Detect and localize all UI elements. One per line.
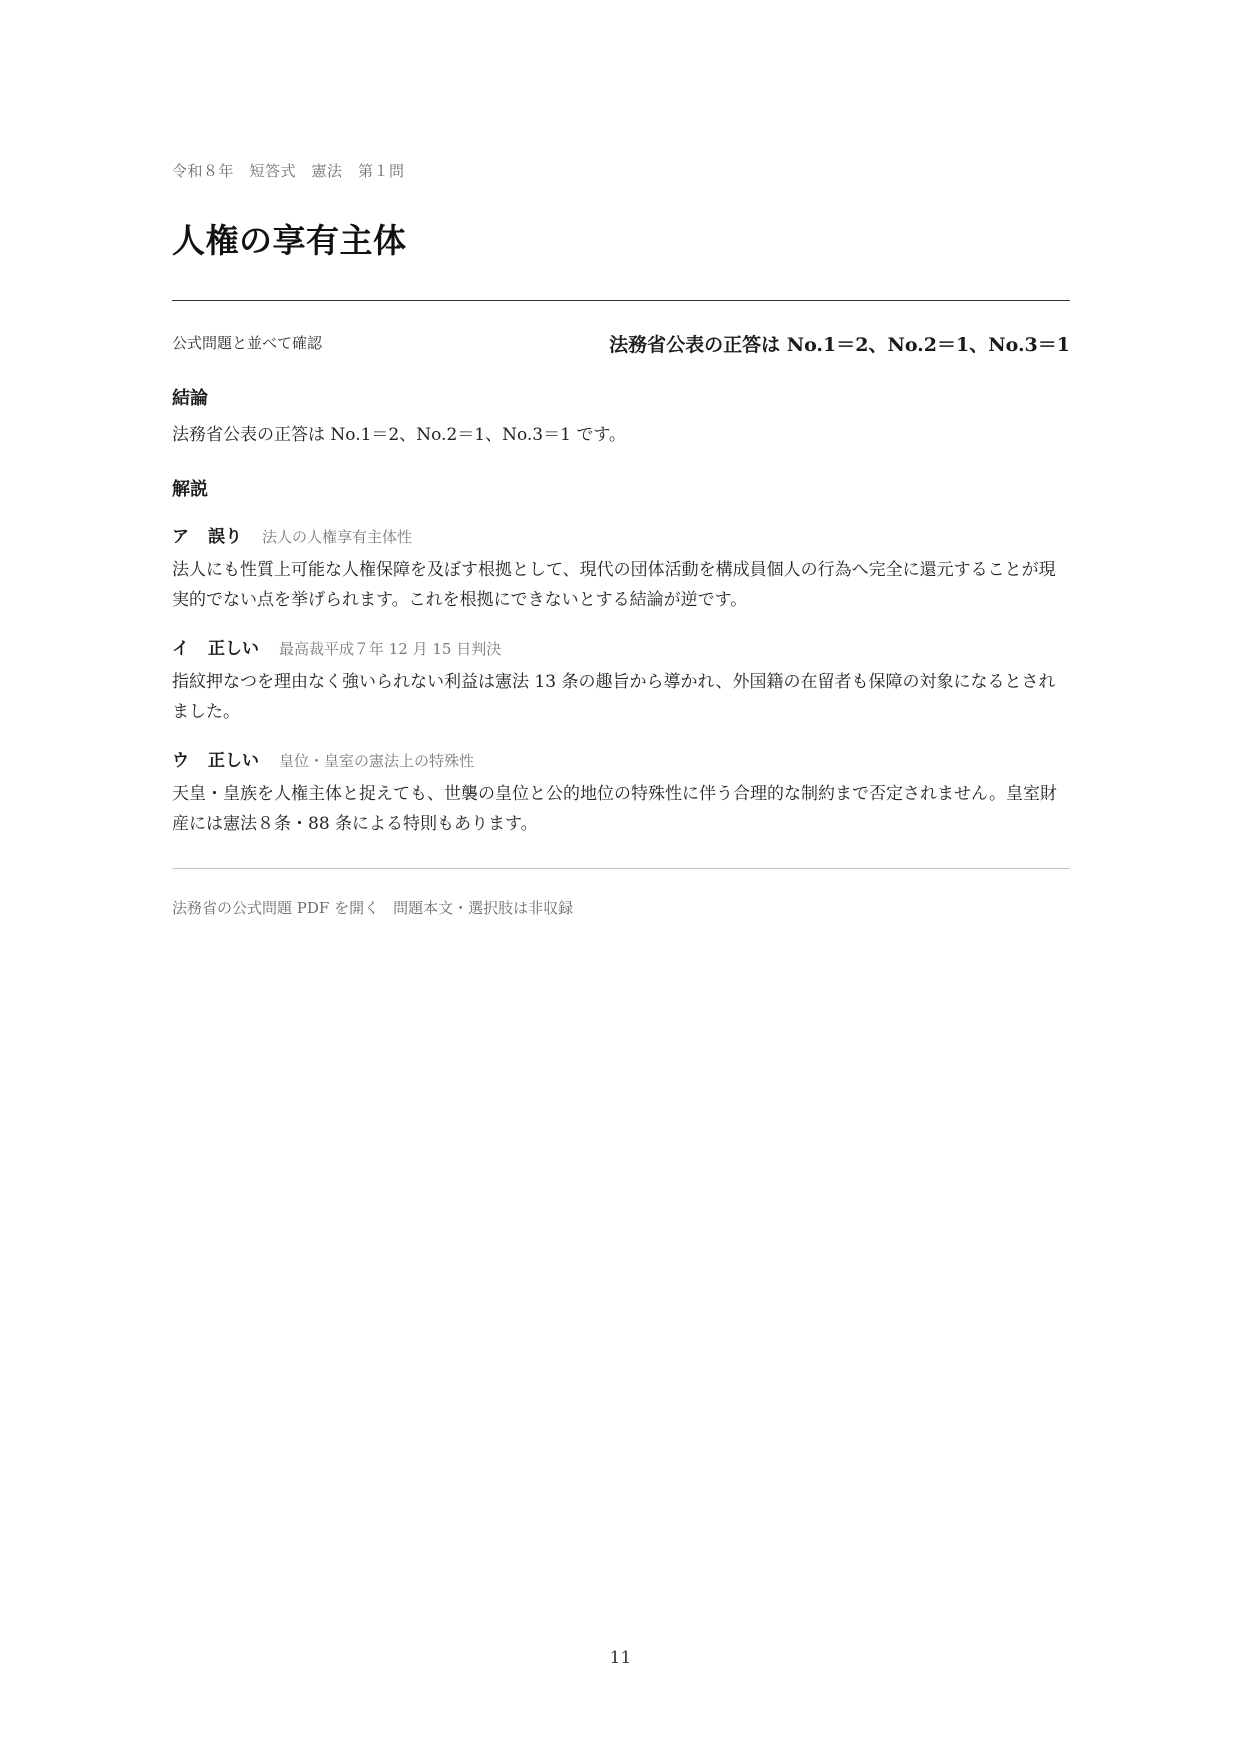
item-verdict: 誤り <box>208 527 242 547</box>
item-mark: ア <box>172 527 189 547</box>
official-answer-summary: 法務省公表の正答は No.1＝2、No.2＝1、No.3＝1 <box>609 334 1070 356</box>
conclusion-text: 法務省公表の正答は No.1＝2、No.2＝1、No.3＝1 です。 <box>172 425 626 445</box>
footer <box>172 897 573 918</box>
compare-official-link[interactable]: 公式問題と並べて確認 <box>172 334 323 352</box>
title-divider <box>172 300 1070 301</box>
item-verdict: 正しい <box>208 751 259 771</box>
explanation-item-a-header <box>172 522 412 547</box>
item-topic: 法人の人権享有主体性 <box>262 528 413 546</box>
exam-meta: 令和８年 短答式 憲法 第１問 <box>172 162 405 180</box>
page-number: 11 <box>609 1648 632 1668</box>
footer-note: 問題本文・選択肢は非収録 <box>393 899 574 917</box>
item-topic: 最高裁平成７年 12 月 15 日判決 <box>279 640 502 658</box>
explanation-heading: 解説 <box>172 479 208 500</box>
item-topic: 皇位・皇室の憲法上の特殊性 <box>279 752 475 770</box>
item-mark: ウ <box>172 751 189 771</box>
footer-divider <box>172 868 1070 869</box>
official-pdf-link[interactable]: 法務省の公式問題 PDF を開く <box>172 899 380 917</box>
explanation-item-a-text: 法人にも性質上可能な人権保障を及ぼす根拠として、現代の団体活動を構成員個人の行為へ完全に還元することが現実的でない点を挙げられます。これを根拠にできないとする結論が逆です。 <box>172 560 1056 610</box>
explanation-item-i-text: 指紋押なつを理由なく強いられない利益は憲法 13 条の趣旨から導かれ、外国籍の在留者も保障の対象になるとされました。 <box>172 672 1056 722</box>
item-verdict: 正しい <box>208 639 259 659</box>
explanation-item-i-header <box>172 634 501 659</box>
conclusion-heading: 結論 <box>172 388 208 409</box>
page-title: 人権の享有主体 <box>172 221 407 260</box>
item-mark: イ <box>172 639 189 659</box>
explanation-item-u-text: 天皇・皇族を人権主体と捉えても、世襲の皇位と公的地位の特殊性に伴う合理的な制約まで否定されません。皇室財産には憲法８条・88 条による特則もあります。 <box>172 784 1058 834</box>
explanation-item-u-header <box>172 746 474 771</box>
